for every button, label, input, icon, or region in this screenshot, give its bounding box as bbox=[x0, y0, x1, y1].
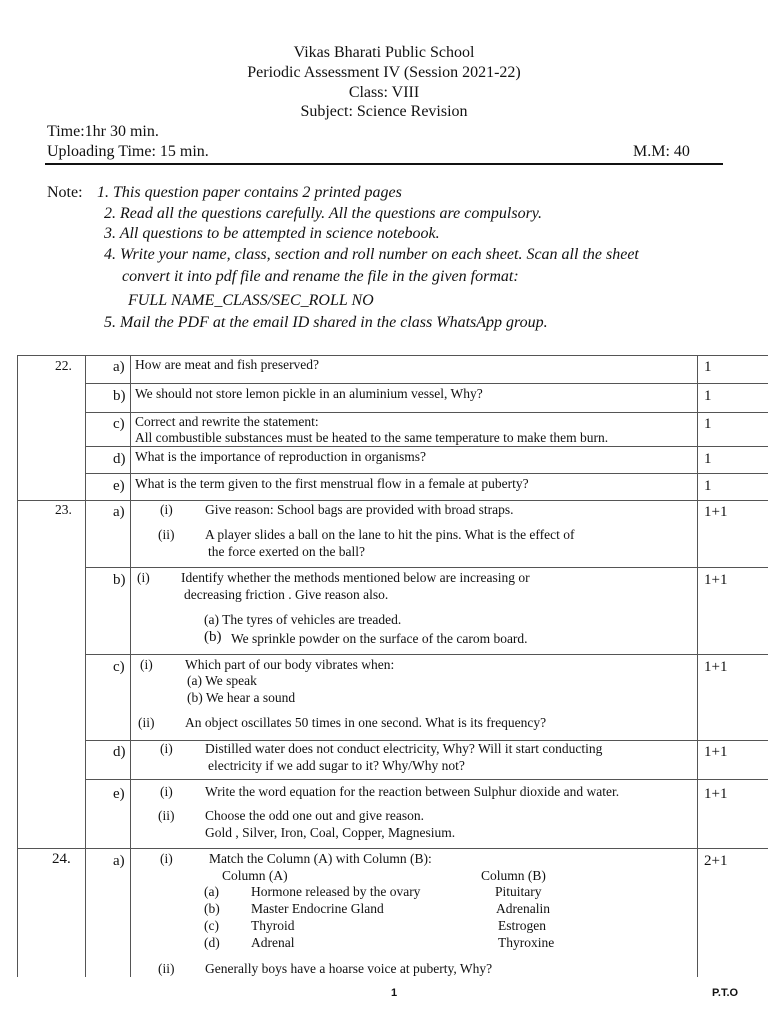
match-row-key: (b) bbox=[204, 901, 220, 916]
note-5: 5. Mail the PDF at the email ID shared in the class WhatsApp group. bbox=[104, 314, 548, 331]
match-row-key: (d) bbox=[204, 935, 220, 950]
pto-label: P.T.O bbox=[712, 987, 739, 999]
q23-d-i-text-2: electricity if we add sugar to it? Why/Why not? bbox=[208, 758, 465, 773]
q23-c-marks: 1+1 bbox=[704, 659, 728, 675]
q23-b-i-text-2: decreasing friction . Give reason also. bbox=[184, 587, 389, 602]
q22-e-label: e) bbox=[113, 478, 125, 494]
match-row-b: Pituitary bbox=[495, 884, 542, 899]
q23-c-ii-label: (ii) bbox=[138, 715, 155, 730]
q22-a-marks: 1 bbox=[704, 359, 712, 375]
q23-a-i-text: Give reason: School bags are provided with broad straps. bbox=[205, 502, 514, 517]
q22-d-label: d) bbox=[113, 451, 126, 467]
q23-d-label: d) bbox=[113, 744, 126, 760]
q24-a-ii-text: Generally boys have a hoarse voice at puberty, Why? bbox=[205, 961, 493, 976]
q24-a-label: a) bbox=[113, 853, 125, 869]
q23-c-ii-text: An object oscillates 50 times in one second. What is its frequency? bbox=[185, 715, 547, 730]
note-4-format: FULL NAME_CLASS/SEC_ROLL NO bbox=[128, 292, 374, 309]
assessment-title: Periodic Assessment IV (Session 2021-22) bbox=[247, 64, 521, 81]
q22-c-text-1: Correct and rewrite the statement: bbox=[135, 414, 319, 429]
match-row-b: Estrogen bbox=[498, 918, 546, 933]
note-4-line2: convert it into pdf file and rename the file in the given format: bbox=[122, 268, 519, 285]
q23-d-i-text-1: Distilled water does not conduct electricity, Why? Will it start conducting bbox=[205, 741, 603, 756]
q23-e-i-label: (i) bbox=[160, 784, 173, 799]
q23-e-i-text: Write the word equation for the reaction between Sulphur dioxide and water. bbox=[205, 784, 620, 799]
q23-b-i-label: (i) bbox=[137, 570, 150, 585]
match-row-key: (c) bbox=[204, 918, 219, 933]
uploading-time: Uploading Time: 15 min. bbox=[47, 143, 209, 160]
q23-b-option-b: We sprinkle powder on the surface of the carom board. bbox=[231, 631, 528, 646]
q23-d-i-label: (i) bbox=[160, 741, 173, 756]
match-row-b: Thyroxine bbox=[498, 935, 555, 950]
max-marks: M.M: 40 bbox=[633, 143, 690, 160]
q23-c-option-b: (b) We hear a sound bbox=[187, 690, 296, 705]
q22-e-text: What is the term given to the first menstrual flow in a female at puberty? bbox=[135, 476, 529, 491]
q22-number: 22. bbox=[55, 358, 72, 373]
q23-e-ii-text-1: Choose the odd one out and give reason. bbox=[205, 808, 424, 823]
q24-a-ii-label: (ii) bbox=[158, 961, 175, 976]
school-name: Vikas Bharati Public School bbox=[293, 44, 475, 61]
q23-e-label: e) bbox=[113, 786, 125, 802]
q22-a-label: a) bbox=[113, 359, 125, 375]
q22-a-text: How are meat and fish preserved? bbox=[135, 357, 320, 372]
q23-e-marks: 1+1 bbox=[704, 786, 728, 802]
match-row-key: (a) bbox=[204, 884, 219, 899]
q23-b-marks: 1+1 bbox=[704, 572, 728, 588]
note-1: 1. This question paper contains 2 printed pages bbox=[97, 184, 402, 201]
q24-a-i-text: Match the Column (A) with Column (B): bbox=[209, 851, 432, 866]
q22-c-marks: 1 bbox=[704, 416, 712, 432]
q22-c-text-2: All combustible substances must be heated to the same temperature to make them burn. bbox=[135, 430, 609, 445]
q23-c-option-a: (a) We speak bbox=[187, 673, 257, 688]
q23-a-ii-text-1: A player slides a ball on the lane to hit the pins. What is the effect of bbox=[205, 527, 575, 542]
q22-d-text: What is the importance of reproduction in organisms? bbox=[135, 449, 427, 464]
q23-b-label: b) bbox=[113, 572, 126, 588]
q23-b-option-b-label: (b) bbox=[204, 629, 222, 645]
q22-b-marks: 1 bbox=[704, 388, 712, 404]
q23-a-marks: 1+1 bbox=[704, 504, 728, 520]
q23-c-i-label: (i) bbox=[140, 657, 153, 672]
q23-c-label: c) bbox=[113, 659, 125, 675]
match-row-a: Hormone released by the ovary bbox=[251, 884, 421, 899]
match-row-a: Thyroid bbox=[251, 918, 295, 933]
column-b-heading: Column (B) bbox=[481, 868, 546, 883]
q23-b-i-text-1: Identify whether the methods mentioned below are increasing or bbox=[181, 570, 530, 585]
q24-a-i-label: (i) bbox=[160, 851, 173, 866]
match-row-b: Adrenalin bbox=[496, 901, 550, 916]
q22-b-text: We should not store lemon pickle in an aluminium vessel, Why? bbox=[135, 386, 483, 401]
q23-e-ii-text-2: Gold , Silver, Iron, Coal, Copper, Magnesium. bbox=[205, 825, 456, 840]
note-label: Note: bbox=[47, 184, 83, 201]
page-number: 1 bbox=[391, 987, 398, 999]
q23-a-i-label: (i) bbox=[160, 502, 173, 517]
subject-label: Subject: Science Revision bbox=[300, 103, 468, 120]
header-rule bbox=[45, 163, 723, 165]
q23-c-i-text: Which part of our body vibrates when: bbox=[185, 657, 395, 672]
q24-number: 24. bbox=[52, 851, 71, 867]
class-label: Class: VIII bbox=[348, 84, 420, 101]
q22-e-marks: 1 bbox=[704, 478, 712, 494]
q23-b-option-a: (a) The tyres of vehicles are treaded. bbox=[204, 612, 402, 627]
q22-b-label: b) bbox=[113, 388, 126, 404]
q23-number: 23. bbox=[55, 502, 72, 517]
match-row-a: Adrenal bbox=[251, 935, 295, 950]
q22-d-marks: 1 bbox=[704, 451, 712, 467]
q23-a-ii-label: (ii) bbox=[158, 527, 175, 542]
note-3: 3. All questions to be attempted in science notebook. bbox=[104, 225, 440, 242]
note-2: 2. Read all the questions carefully. All the questions are compulsory. bbox=[104, 205, 543, 222]
q24-a-marks: 2+1 bbox=[704, 853, 728, 869]
q23-a-ii-text-2: the force exerted on the ball? bbox=[208, 544, 366, 559]
match-row-a: Master Endocrine Gland bbox=[251, 901, 384, 916]
column-a-heading: Column (A) bbox=[222, 868, 288, 883]
q22-c-label: c) bbox=[113, 416, 125, 432]
time-label: Time:1hr 30 min. bbox=[47, 123, 159, 140]
q23-e-ii-label: (ii) bbox=[158, 808, 175, 823]
q23-d-marks: 1+1 bbox=[704, 744, 728, 760]
q23-a-label: a) bbox=[113, 504, 125, 520]
note-4-line1: 4. Write your name, class, section and roll number on each sheet. Scan all the sheet bbox=[104, 246, 639, 263]
